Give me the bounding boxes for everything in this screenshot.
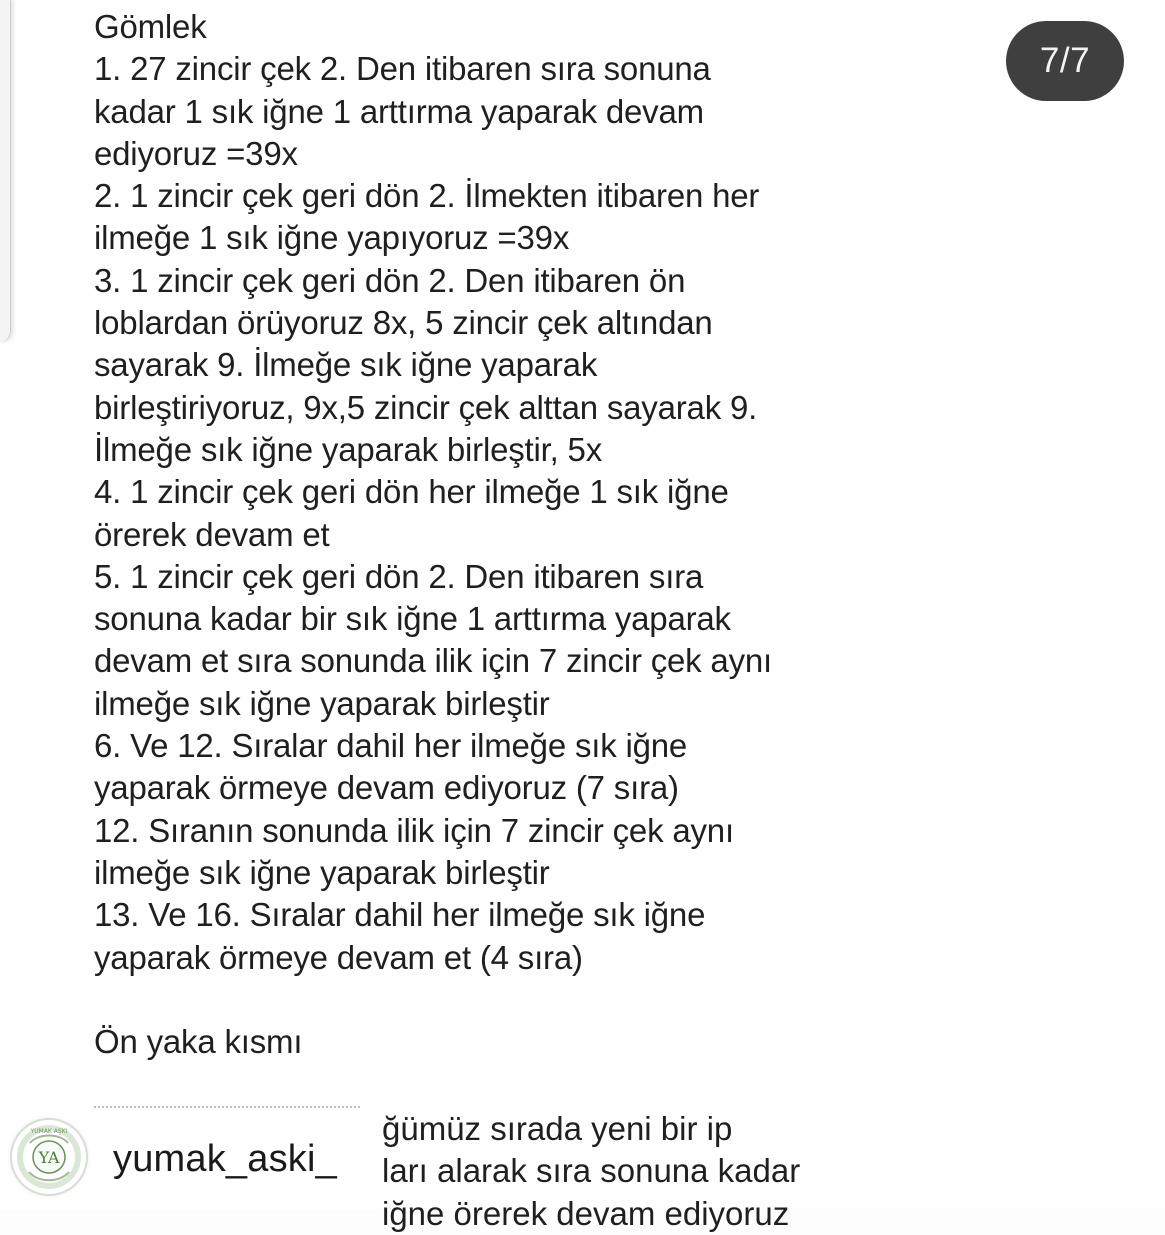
pattern-line: devam et sıra sonunda ilik için 7 zincir çek aynı: [94, 642, 773, 680]
pattern-line: ediyoruz =39x: [94, 134, 298, 172]
pattern-line: 1. 27 zincir çek 2. Den itibaren sıra sonuna: [94, 50, 711, 88]
blank-line: [94, 979, 914, 1021]
pattern-line: ilmeğe 1 sık iğne yapıyoruz =39x: [94, 219, 570, 257]
pattern-line: sonuna kadar bir sık iğne 1 arttırma yaparak: [94, 600, 731, 638]
pattern-line: yaparak örmeye devam ediyoruz (7 sıra): [94, 769, 679, 807]
partial-line: ğümüz sırada yeni bir ip: [382, 1110, 733, 1147]
partial-line: ları alarak sıra sonuna kadar: [382, 1152, 801, 1190]
yumak-aski-logo-icon[interactable]: [12, 1120, 86, 1194]
left-page-edge: [0, 0, 11, 342]
pattern-line: sayarak 9. İlmeğe sık iğne yaparak: [94, 346, 598, 384]
pattern-line: 6. Ve 12. Sıralar dahil her ilmeğe sık iğne: [94, 727, 688, 765]
pattern-line: loblardan örüyoruz 8x, 5 zincir çek altından: [94, 304, 713, 342]
pattern-line: 13. Ve 16. Sıralar dahil her ilmeğe sık iğne: [94, 896, 706, 934]
page-counter-badge: 7/7: [1006, 21, 1124, 101]
partial-lines: [382, 1108, 1142, 1235]
pattern-line: örerek devam et: [94, 515, 330, 553]
pattern-line: birleştiriyoruz, 9x,5 zincir çek alttan sayarak 9.: [94, 388, 758, 426]
section-heading: Ön yaka kısmı: [94, 1023, 303, 1061]
partial-line: iğne örerek devam ediyoruz: [382, 1194, 790, 1232]
pattern-line: 5. 1 zincir çek geri dön 2. Den itibaren sıra: [94, 557, 704, 595]
pattern-line: 2. 1 zincir çek geri dön 2. İlmekten itibaren her: [94, 177, 760, 215]
pattern-line: ilmeğe sık iğne yaparak birleştir: [94, 853, 550, 891]
pattern-title: Gömlek: [94, 8, 207, 45]
svg-text:YUMAK AŞKI: YUMAK AŞKI: [30, 1128, 68, 1135]
pattern-line: yaparak örmeye devam et (4 sıra): [94, 938, 583, 976]
pattern-line: İlmeğe sık iğne yaparak birleştir, 5x: [94, 430, 602, 468]
pattern-line: 12. Sıranın sonunda ilik için 7 zincir çek aynı: [94, 811, 734, 849]
pattern-text: [94, 6, 914, 1063]
pattern-line: ilmeğe sık iğne yaparak birleştir: [94, 684, 550, 722]
account-handle[interactable]: yumak_aski_: [113, 1138, 337, 1180]
pattern-line: kadar 1 sık iğne 1 arttırma yaparak devam: [94, 92, 704, 130]
svg-text:YA: YA: [38, 1148, 60, 1167]
pattern-line: 4. 1 zincir çek geri dön her ilmeğe 1 sık iğne: [94, 473, 729, 511]
pattern-line: 3. 1 zincir çek geri dön 2. Den itibaren ön: [94, 261, 686, 299]
